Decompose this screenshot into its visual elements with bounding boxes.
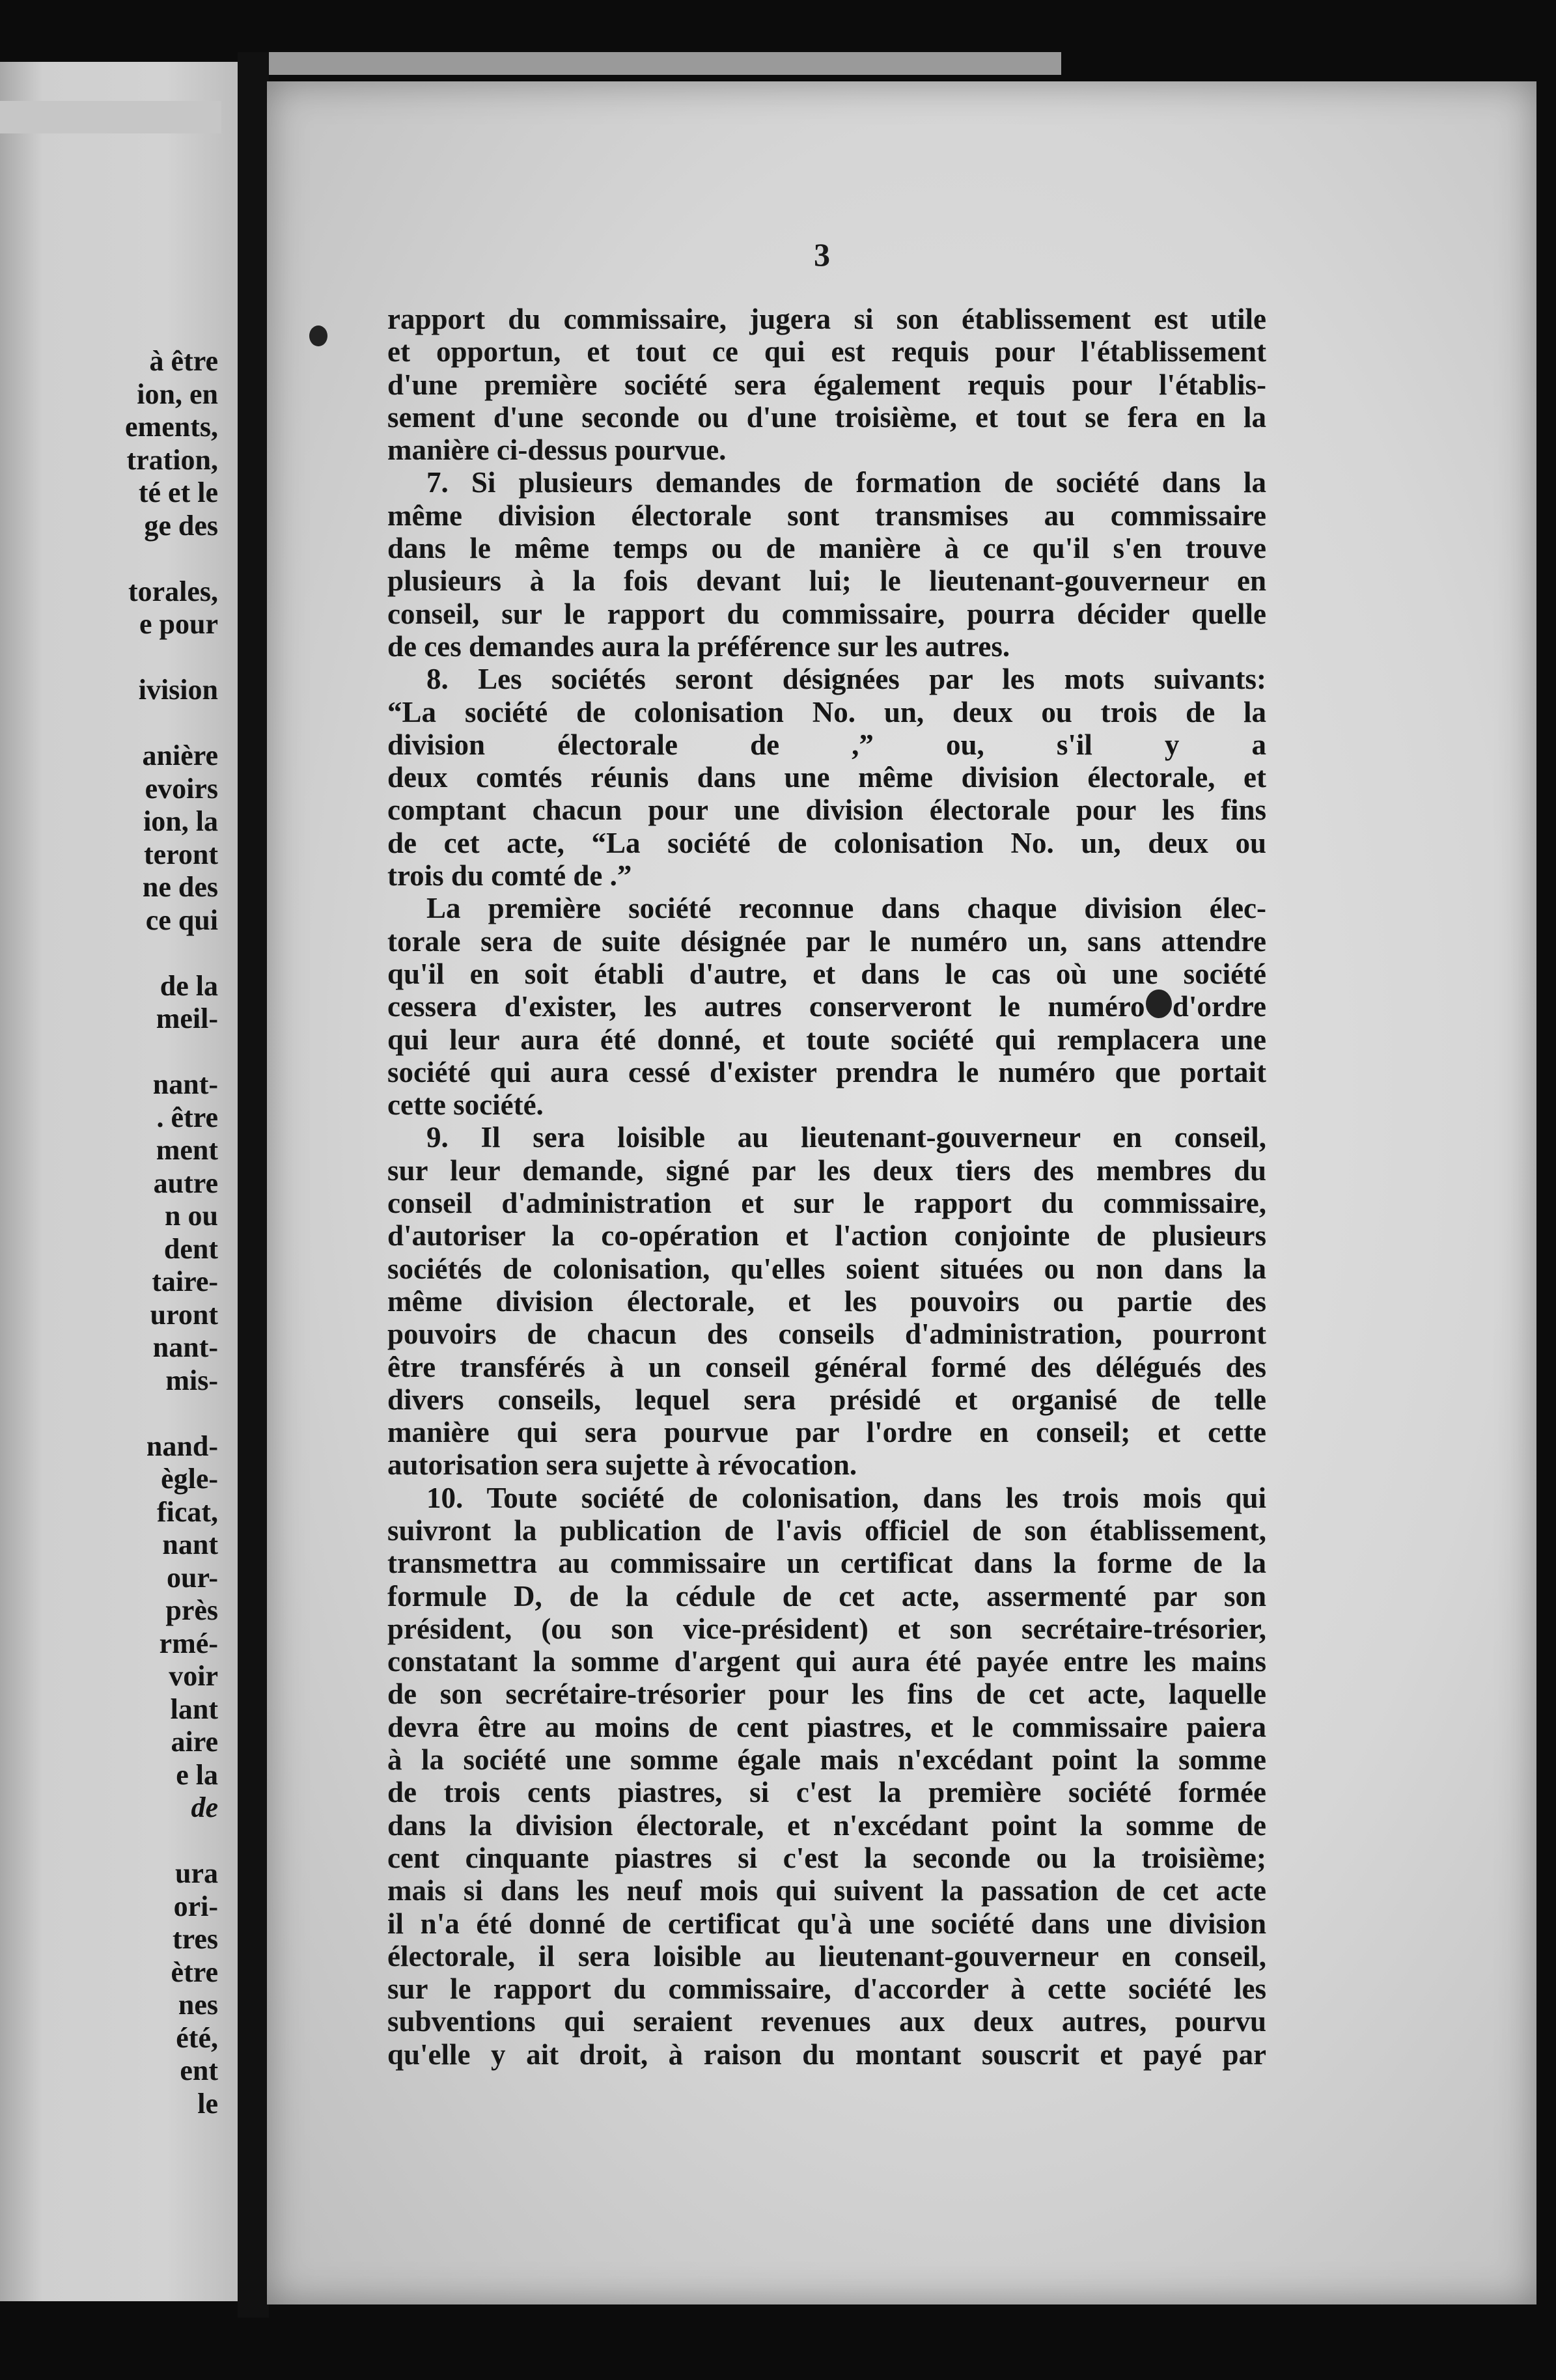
left-page-line: ge des: [144, 509, 218, 542]
left-page-line: [125, 1036, 218, 1069]
left-page-line: e pour: [139, 608, 218, 640]
left-page-line: près: [165, 1594, 218, 1626]
left-page-line: ion, en: [137, 378, 218, 410]
text-line: même division électorale sont transmises au commissaire: [387, 499, 1266, 532]
left-page-line: tration,: [126, 443, 218, 476]
text-line: autorisation sera sujette à révocation.: [387, 1448, 857, 1482]
left-page-line: voir: [169, 1660, 218, 1692]
left-page-line: nes: [178, 1989, 218, 2021]
text-line: subventions qui seraient revenues aux deux autres, pourvu: [387, 2005, 1266, 2038]
text-line: trois du comté de .”: [387, 859, 632, 893]
text-line: divers conseils, lequel sera présidé et organisé de telle: [387, 1383, 1266, 1416]
text-line: 9. Il sera loisible au lieutenant-gouverneur en conseil,: [426, 1121, 1266, 1154]
left-page-line: dent: [163, 1232, 218, 1265]
text-line: être transférés à un conseil général formé des délégués des: [387, 1350, 1266, 1383]
text-line: sociétés de colonisation, qu'elles soient situées ou non dans la: [387, 1252, 1266, 1285]
left-page-line: ura: [175, 1857, 218, 1889]
left-page-line: ne des: [142, 871, 218, 903]
left-page-line: ficat,: [156, 1495, 218, 1528]
text-line: pouvoirs de chacun des conseils d'administration, pourront: [387, 1318, 1266, 1351]
text-line: qu'elle y ait droit, à raison du montant souscrit et payé par: [387, 2038, 1266, 2071]
left-page-line: ègle-: [161, 1463, 218, 1495]
text-line: constatant la somme d'argent qui aura été payée entre les mains: [387, 1645, 1266, 1678]
text-line: dans le même temps ou de manière à ce qu'il s'en trouve: [387, 532, 1266, 565]
left-page-top-strip: [0, 101, 221, 133]
text-line: même division électorale, et les pouvoirs ou partie des: [387, 1284, 1266, 1318]
left-page-line: nand-: [146, 1430, 218, 1462]
text-line: société qui aura cessé d'exister prendra le numéro que portait: [387, 1055, 1266, 1088]
text-line: à la société une somme égale mais n'excédant point la somme: [387, 1743, 1266, 1777]
left-page-line: [125, 937, 218, 970]
left-page-line: evoirs: [145, 772, 218, 805]
text-line: mais si dans les neuf mois qui suivent la passation de cet acte: [387, 1874, 1266, 1907]
left-page-line: de la: [160, 969, 218, 1002]
text-line: sement d'une seconde ou d'une troisième, et tout se fera en la: [387, 400, 1266, 434]
text-line: de ces demandes aura la préférence sur les autres.: [387, 630, 1010, 663]
left-page-line: nant: [162, 1529, 218, 1560]
left-page-line: anière: [142, 740, 218, 771]
left-page-line: ètre: [171, 1956, 218, 1988]
text-line: comptant chacun pour une division électorale pour les fins: [387, 794, 1266, 827]
left-page-line: e la: [176, 1758, 218, 1791]
left-page-line: nant-: [152, 1068, 218, 1100]
text-line: conseil, sur le rapport du commissaire, pourra décider quelle: [387, 597, 1266, 630]
left-page-line: ment: [156, 1134, 218, 1166]
text-line: dans la division électorale, et n'excédant point la somme de: [387, 1808, 1266, 1842]
text-line: rapport du commissaire, jugera si son établissement est utile: [387, 303, 1266, 335]
left-page-line: [125, 707, 218, 740]
text-line: de son secrétaire-trésorier pour les fins de cet acte, laquelle: [387, 1678, 1266, 1711]
left-page-line: à être: [149, 345, 218, 377]
left-page-line: autre: [153, 1167, 218, 1199]
left-facing-page: [0, 62, 238, 2301]
page-number: 3: [814, 236, 830, 273]
left-page-line: le: [197, 2087, 218, 2120]
text-line: suivront la publication de l'avis officiel de son établissement,: [387, 1514, 1266, 1547]
text-line: électorale, il sera loisible au lieutenant-gouverneur en conseil,: [387, 1939, 1266, 1972]
text-line: devra être au moins de cent piastres, et le commissaire paiera: [387, 1710, 1266, 1743]
text-line: 10. Toute société de colonisation, dans les trois mois qui: [426, 1481, 1266, 1514]
left-page-line: mis-: [165, 1364, 218, 1396]
text-line: de cet acte, “La société de colonisation No. un, deux ou: [387, 826, 1266, 859]
text-line: torale sera de suite désignée par le numéro un, sans attendre: [387, 924, 1266, 958]
left-page-line: ce qui: [145, 904, 218, 936]
left-page-line: uront: [150, 1298, 218, 1331]
text-line: il n'a été donné de certificat qu'à une société dans une division: [387, 1907, 1266, 1940]
left-page-line: ion, la: [143, 805, 218, 837]
left-page-line: [125, 641, 218, 674]
text-line: 7. Si plusieurs demandes de formation de société dans la: [426, 466, 1266, 499]
text-line: manière ci-dessus pourvue.: [387, 434, 727, 467]
left-page-line: [125, 542, 218, 575]
left-page-line: taire-: [152, 1266, 218, 1297]
text-line: formule D, de la cédule de cet acte, assermenté par son: [387, 1579, 1266, 1612]
left-page-line: de: [191, 1792, 218, 1823]
left-page-line: ent: [180, 2055, 218, 2086]
text-line: division électorale de ,” ou, s'il y a: [387, 728, 1266, 761]
text-line: La première société reconnue dans chaque division élec-: [426, 892, 1266, 925]
left-page-line: torales,: [128, 575, 218, 607]
text-line: plusieurs à la fois devant lui; le lieutenant-gouverneur en: [387, 564, 1266, 598]
left-page-line: ements,: [125, 411, 218, 443]
left-page-line: ori-: [173, 1890, 218, 1922]
left-page-line: [125, 1397, 218, 1430]
text-line: 8. Les sociétés seront désignées par les mots suivants:: [426, 663, 1266, 696]
text-line: qu'il en soit établi d'autre, et dans le cas où une société: [387, 957, 1266, 990]
left-page-line: teront: [143, 838, 218, 870]
text-line: d'autoriser la co-opération et l'action conjointe de plusieurs: [387, 1219, 1266, 1252]
left-page-line: our-: [166, 1561, 218, 1594]
text-line: d'une première société sera également requis pour l'établis-: [387, 368, 1266, 401]
text-line: qui leur aura été donné, et toute société qui remplacera une: [387, 1023, 1266, 1056]
left-page-line: aire: [171, 1726, 218, 1758]
book-spine: [238, 52, 269, 2318]
text-line: transmettra au commissaire un certificat dans la forme de la: [387, 1547, 1266, 1580]
left-page-line: rmé-: [159, 1627, 218, 1659]
text-line: manière qui sera pourvue par l'ordre en conseil; et cette: [387, 1416, 1266, 1449]
left-page-line: ivision: [138, 674, 218, 706]
text-line: président, (ou son vice-président) et son secrétaire-trésorier,: [387, 1612, 1266, 1645]
body-text: [387, 303, 1266, 2071]
left-page-line: lant: [170, 1693, 218, 1725]
text-line: conseil d'administration et sur le rapport du commissaire,: [387, 1187, 1266, 1220]
text-line: cette société.: [387, 1088, 544, 1122]
text-line: sur le rapport du commissaire, d'accorder à cette société les: [387, 1972, 1266, 2006]
text-line: sur leur demande, signé par les deux tiers des membres du: [387, 1154, 1266, 1187]
page-top-shadow: [247, 52, 1061, 75]
left-page-line: meil-: [156, 1003, 218, 1034]
left-page-line: n ou: [165, 1200, 218, 1232]
ink-blot: [309, 325, 327, 346]
left-page-line: té et le: [138, 477, 218, 508]
left-page-text-fragments: [125, 345, 218, 2120]
text-line: de trois cents piastres, si c'est la première société formée: [387, 1776, 1266, 1809]
text-line: deux comtés réunis dans une même division électorale, et: [387, 761, 1266, 794]
text-line: “La société de colonisation No. un, deux ou trois de la: [387, 695, 1266, 728]
left-page-line: tres: [172, 1923, 218, 1955]
text-line: cent cinquante piastres si c'est la seconde ou la troisième;: [387, 1841, 1266, 1874]
text-line: cessera d'exister, les autres conserveront le numéro d'ordre: [387, 990, 1266, 1023]
text-line: et opportun, et tout ce qui est requis pour l'établissement: [387, 335, 1266, 368]
left-page-line: . être: [156, 1101, 218, 1133]
left-page-line: été,: [176, 2021, 218, 2054]
left-page-line: nant-: [152, 1331, 218, 1363]
left-page-line: [125, 1825, 218, 1858]
